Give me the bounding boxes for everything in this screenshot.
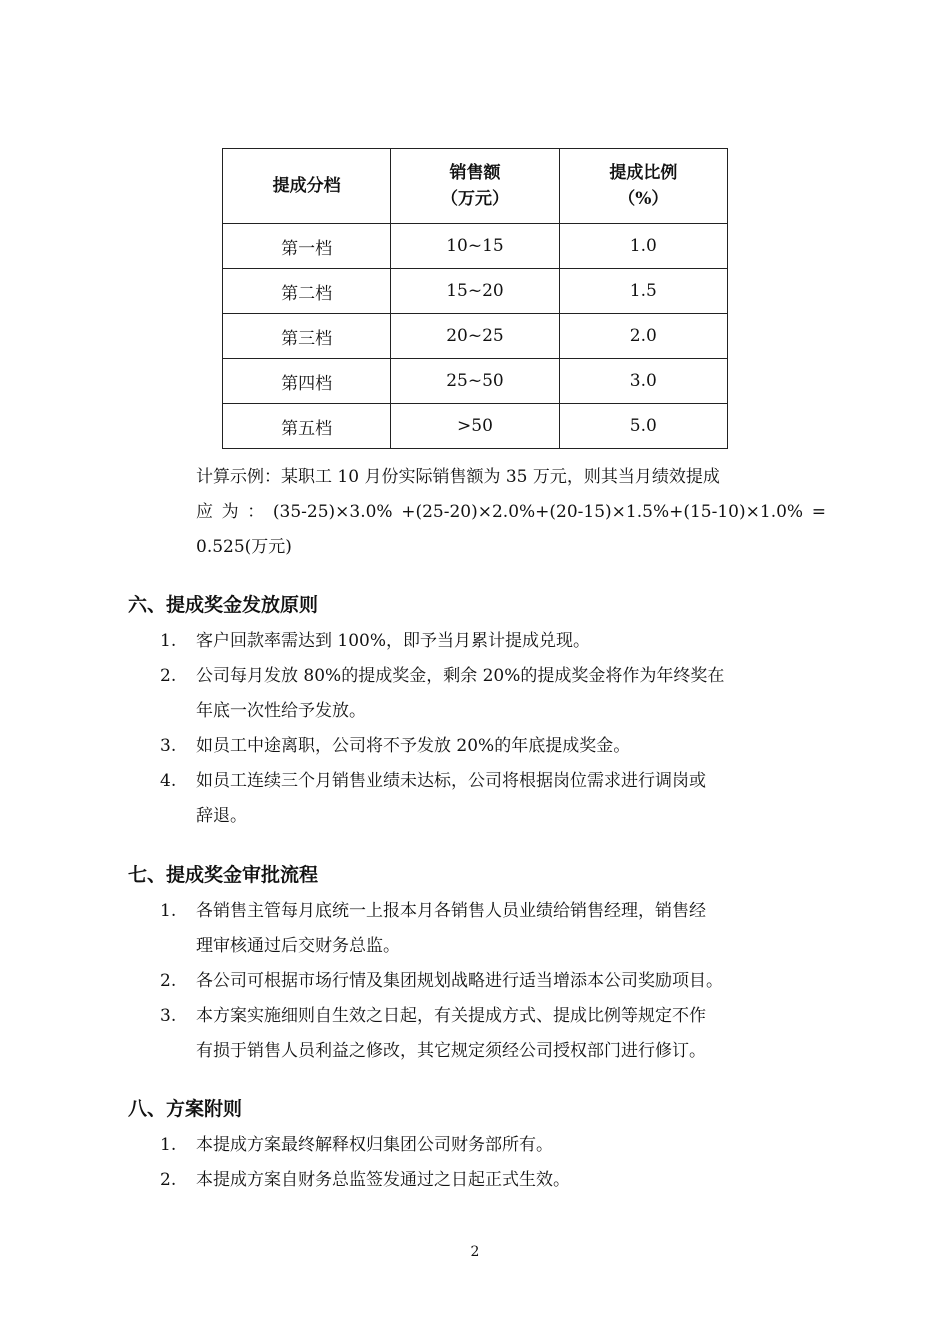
- item-line: 如员工连续三个月销售业绩未达标，公司将根据岗位需求进行调岗或: [196, 771, 706, 791]
- list-item: [0, 1163, 836, 1198]
- item-line: 辞退。: [196, 806, 247, 826]
- example-part: +(25-20)×2.0%+(20-15)×1.5%+(15-10)×1.0%: [401, 502, 804, 522]
- list-item: [0, 894, 836, 964]
- item-number: 2.: [160, 1170, 177, 1190]
- item-number: 3.: [160, 1006, 177, 1026]
- section-list: [0, 1128, 836, 1198]
- item-number: 1.: [160, 901, 177, 921]
- commission-tier-table: [222, 148, 728, 449]
- list-item: [0, 624, 836, 659]
- section-title: 七、提成奖金审批流程: [128, 864, 319, 886]
- item-number: 4.: [160, 771, 177, 791]
- item-line: 客户回款率需达到 100%，即予当月累计提成兑现。: [196, 631, 591, 651]
- rate-cell: 5.0: [559, 404, 727, 449]
- tier-cell: 第三档: [223, 314, 391, 359]
- example-line-1: 计算示例：某职工 10 月份实际销售额为 35 万元，则其当月绩效提成: [196, 467, 720, 487]
- table-row: [223, 359, 728, 404]
- example-part: 为: [221, 502, 239, 522]
- sales-cell: 20~25: [391, 314, 559, 359]
- item-line: 年底一次性给予发放。: [196, 701, 366, 721]
- section-list: [0, 894, 836, 1069]
- table-row: [223, 404, 728, 449]
- rate-cell: 1.5: [559, 269, 727, 314]
- header-rate-label: 提成比例: [609, 163, 678, 183]
- sales-cell: 15~20: [391, 269, 559, 314]
- table-row: [223, 314, 728, 359]
- item-number: 1.: [160, 631, 177, 651]
- table-row: [223, 224, 728, 269]
- item-line: 各公司可根据市场行情及集团规划战略进行适当增添本公司奖励项目。: [196, 971, 723, 991]
- item-line: 有损于销售人员利益之修改，其它规定须经公司授权部门进行修订。: [196, 1041, 706, 1061]
- table-row: [223, 269, 728, 314]
- tier-cell: 第五档: [223, 404, 391, 449]
- header-sales: [391, 149, 559, 224]
- list-item: [0, 729, 836, 764]
- item-line: 本提成方案最终解释权归集团公司财务部所有。: [196, 1135, 553, 1155]
- table-header-row: [223, 149, 728, 224]
- item-number: 2.: [160, 666, 177, 686]
- item-line: 公司每月发放 80%的提成奖金，剩余 20%的提成奖金将作为年终奖在: [196, 666, 725, 686]
- example-part: ：: [247, 502, 265, 522]
- rate-cell: 2.0: [559, 314, 727, 359]
- rate-cell: 3.0: [559, 359, 727, 404]
- list-item: [0, 1128, 836, 1163]
- item-number: 2.: [160, 971, 177, 991]
- example-part: (35-25)×3.0%: [272, 502, 393, 522]
- example-line-3: 0.525(万元): [196, 537, 292, 557]
- page-number: 2: [470, 1244, 480, 1260]
- item-line: 如员工中途离职，公司将不予发放 20%的年底提成奖金。: [196, 736, 631, 756]
- rate-cell: 1.0: [559, 224, 727, 269]
- tier-cell: 第四档: [223, 359, 391, 404]
- example-part: 应: [196, 502, 213, 522]
- header-tier-label: 提成分档: [272, 176, 341, 196]
- example-line-2: [196, 495, 826, 530]
- sales-cell: 25~50: [391, 359, 559, 404]
- item-number: 1.: [160, 1135, 177, 1155]
- tier-cell: 第一档: [223, 224, 391, 269]
- header-rate-unit: （%）: [618, 189, 669, 209]
- header-sales-unit: （万元）: [440, 189, 509, 209]
- list-item: [0, 999, 836, 1069]
- sales-cell: >50: [391, 404, 559, 449]
- item-line: 理审核通过后交财务总监。: [196, 936, 400, 956]
- header-rate: [559, 149, 727, 224]
- example-part: =: [811, 502, 826, 522]
- list-item: [0, 659, 836, 729]
- header-sales-label: 销售额: [449, 163, 501, 183]
- list-item: [0, 964, 836, 999]
- header-tier: [223, 149, 391, 224]
- section-list: [0, 624, 836, 834]
- section-title: 八、方案附则: [128, 1098, 243, 1120]
- item-number: 3.: [160, 736, 177, 756]
- list-item: [0, 764, 836, 834]
- section-title: 六、提成奖金发放原则: [128, 594, 319, 616]
- sales-cell: 10~15: [391, 224, 559, 269]
- item-line: 各销售主管每月底统一上报本月各销售人员业绩给销售经理，销售经: [196, 901, 706, 921]
- calculation-example: [196, 460, 826, 565]
- item-line: 本提成方案自财务总监签发通过之日起正式生效。: [196, 1170, 570, 1190]
- item-line: 本方案实施细则自生效之日起，有关提成方式、提成比例等规定不作: [196, 1006, 706, 1026]
- tier-cell: 第二档: [223, 269, 391, 314]
